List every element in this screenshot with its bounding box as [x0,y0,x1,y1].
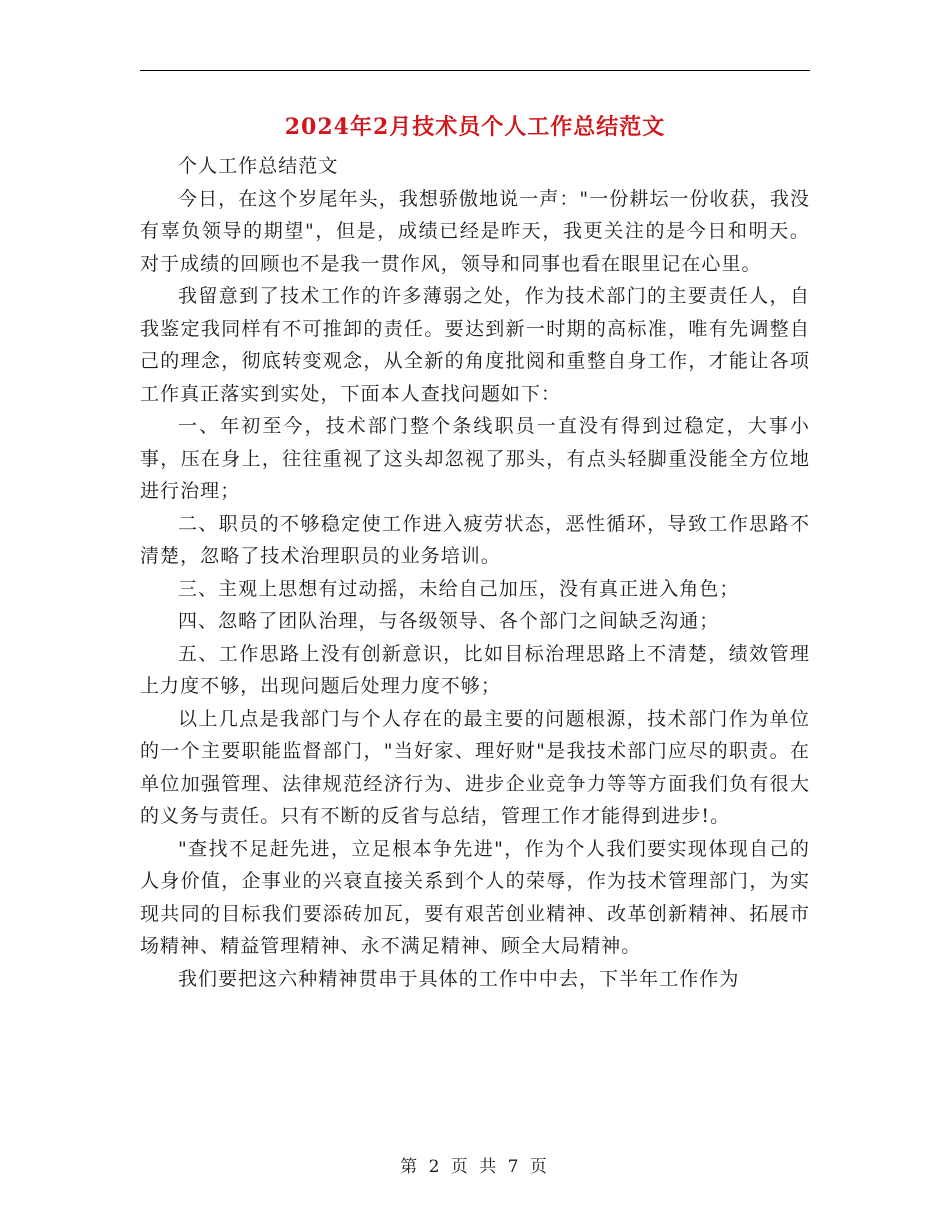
paragraph: 以上几点是我部门与个人存在的最主要的问题根源，技术部门作为单位的一个主要职能监督部门，"当好家、理好财"是我技术部门应尽的职责。在单位加强管理、法律规范经济行为、进步企业竞争力等等方面我们负有很大的义务与责任。只有不断的反省与总结，管理工作才能得到进步!。 [140,707,810,827]
paragraph: 一、年初至今，技术部门整个条线职员一直没有得到过稳定，大事小事，压在身上，往往重视了这头却忽视了那头，有点头轻脚重没能全方位地进行治理； [140,415,810,502]
paragraph-subtitle: 个人工作总结范文 [178,155,339,177]
paragraph: 我留意到了技术工作的许多薄弱之处，作为技术部门的主要责任人，自我鉴定我同样有不可推卸的责任。要达到新一时期的高标准，唯有先调整自己的理念，彻底转变观念，从全新的角度批阅和重整自身工作，才能让各项工作真正落实到实处，下面本人查找问题如下： [140,285,810,405]
document-title: 2024年2月技术员个人工作总结范文 [284,114,666,140]
paragraph: 四、忽略了团队治理，与各级领导、各个部门之间缺乏沟通； [178,610,720,632]
paragraph: 我们要把这六种精神贯串于具体的工作中中去，下半年工作作为 [178,967,740,990]
paragraph: 五、工作思路上没有创新意识，比如目标治理思路上不清楚，绩效管理上力度不够，出现问题后处理力度不够； [140,642,810,697]
paragraph: 三、主观上思想有过动摇，未给自己加压，没有真正进入角色； [178,577,740,600]
header-rule [140,70,810,71]
page-number: 第 2 页 共 7 页 [400,1157,550,1177]
paragraph: 二、职员的不够稳定使工作进入疲劳状态，恶性循环，导致工作思路不清楚，忽略了技术治理职员的业务培训。 [140,512,810,567]
document-body [140,150,810,995]
paragraph: "查找不足赶先进，立足根本争先进"，作为个人我们要实现体现自己的人身价值，企事业的兴衰直接关系到个人的荣辱，作为技术管理部门，为实现共同的目标我们要添砖加瓦，要有艰苦创业精神、改革创新精神、拓展市场精神、精益管理精神、永不满足精神、顾全大局精神。 [140,837,810,957]
paragraph: 今日，在这个岁尾年头，我想骄傲地说一声："一份耕坛一份收获，我没有辜负领导的期望"，但是，成绩已经是昨天，我更关注的是今日和明天。对于成绩的回顾也不是我一贯作风，领导和同事也看在眼里记在心里。 [140,187,810,275]
